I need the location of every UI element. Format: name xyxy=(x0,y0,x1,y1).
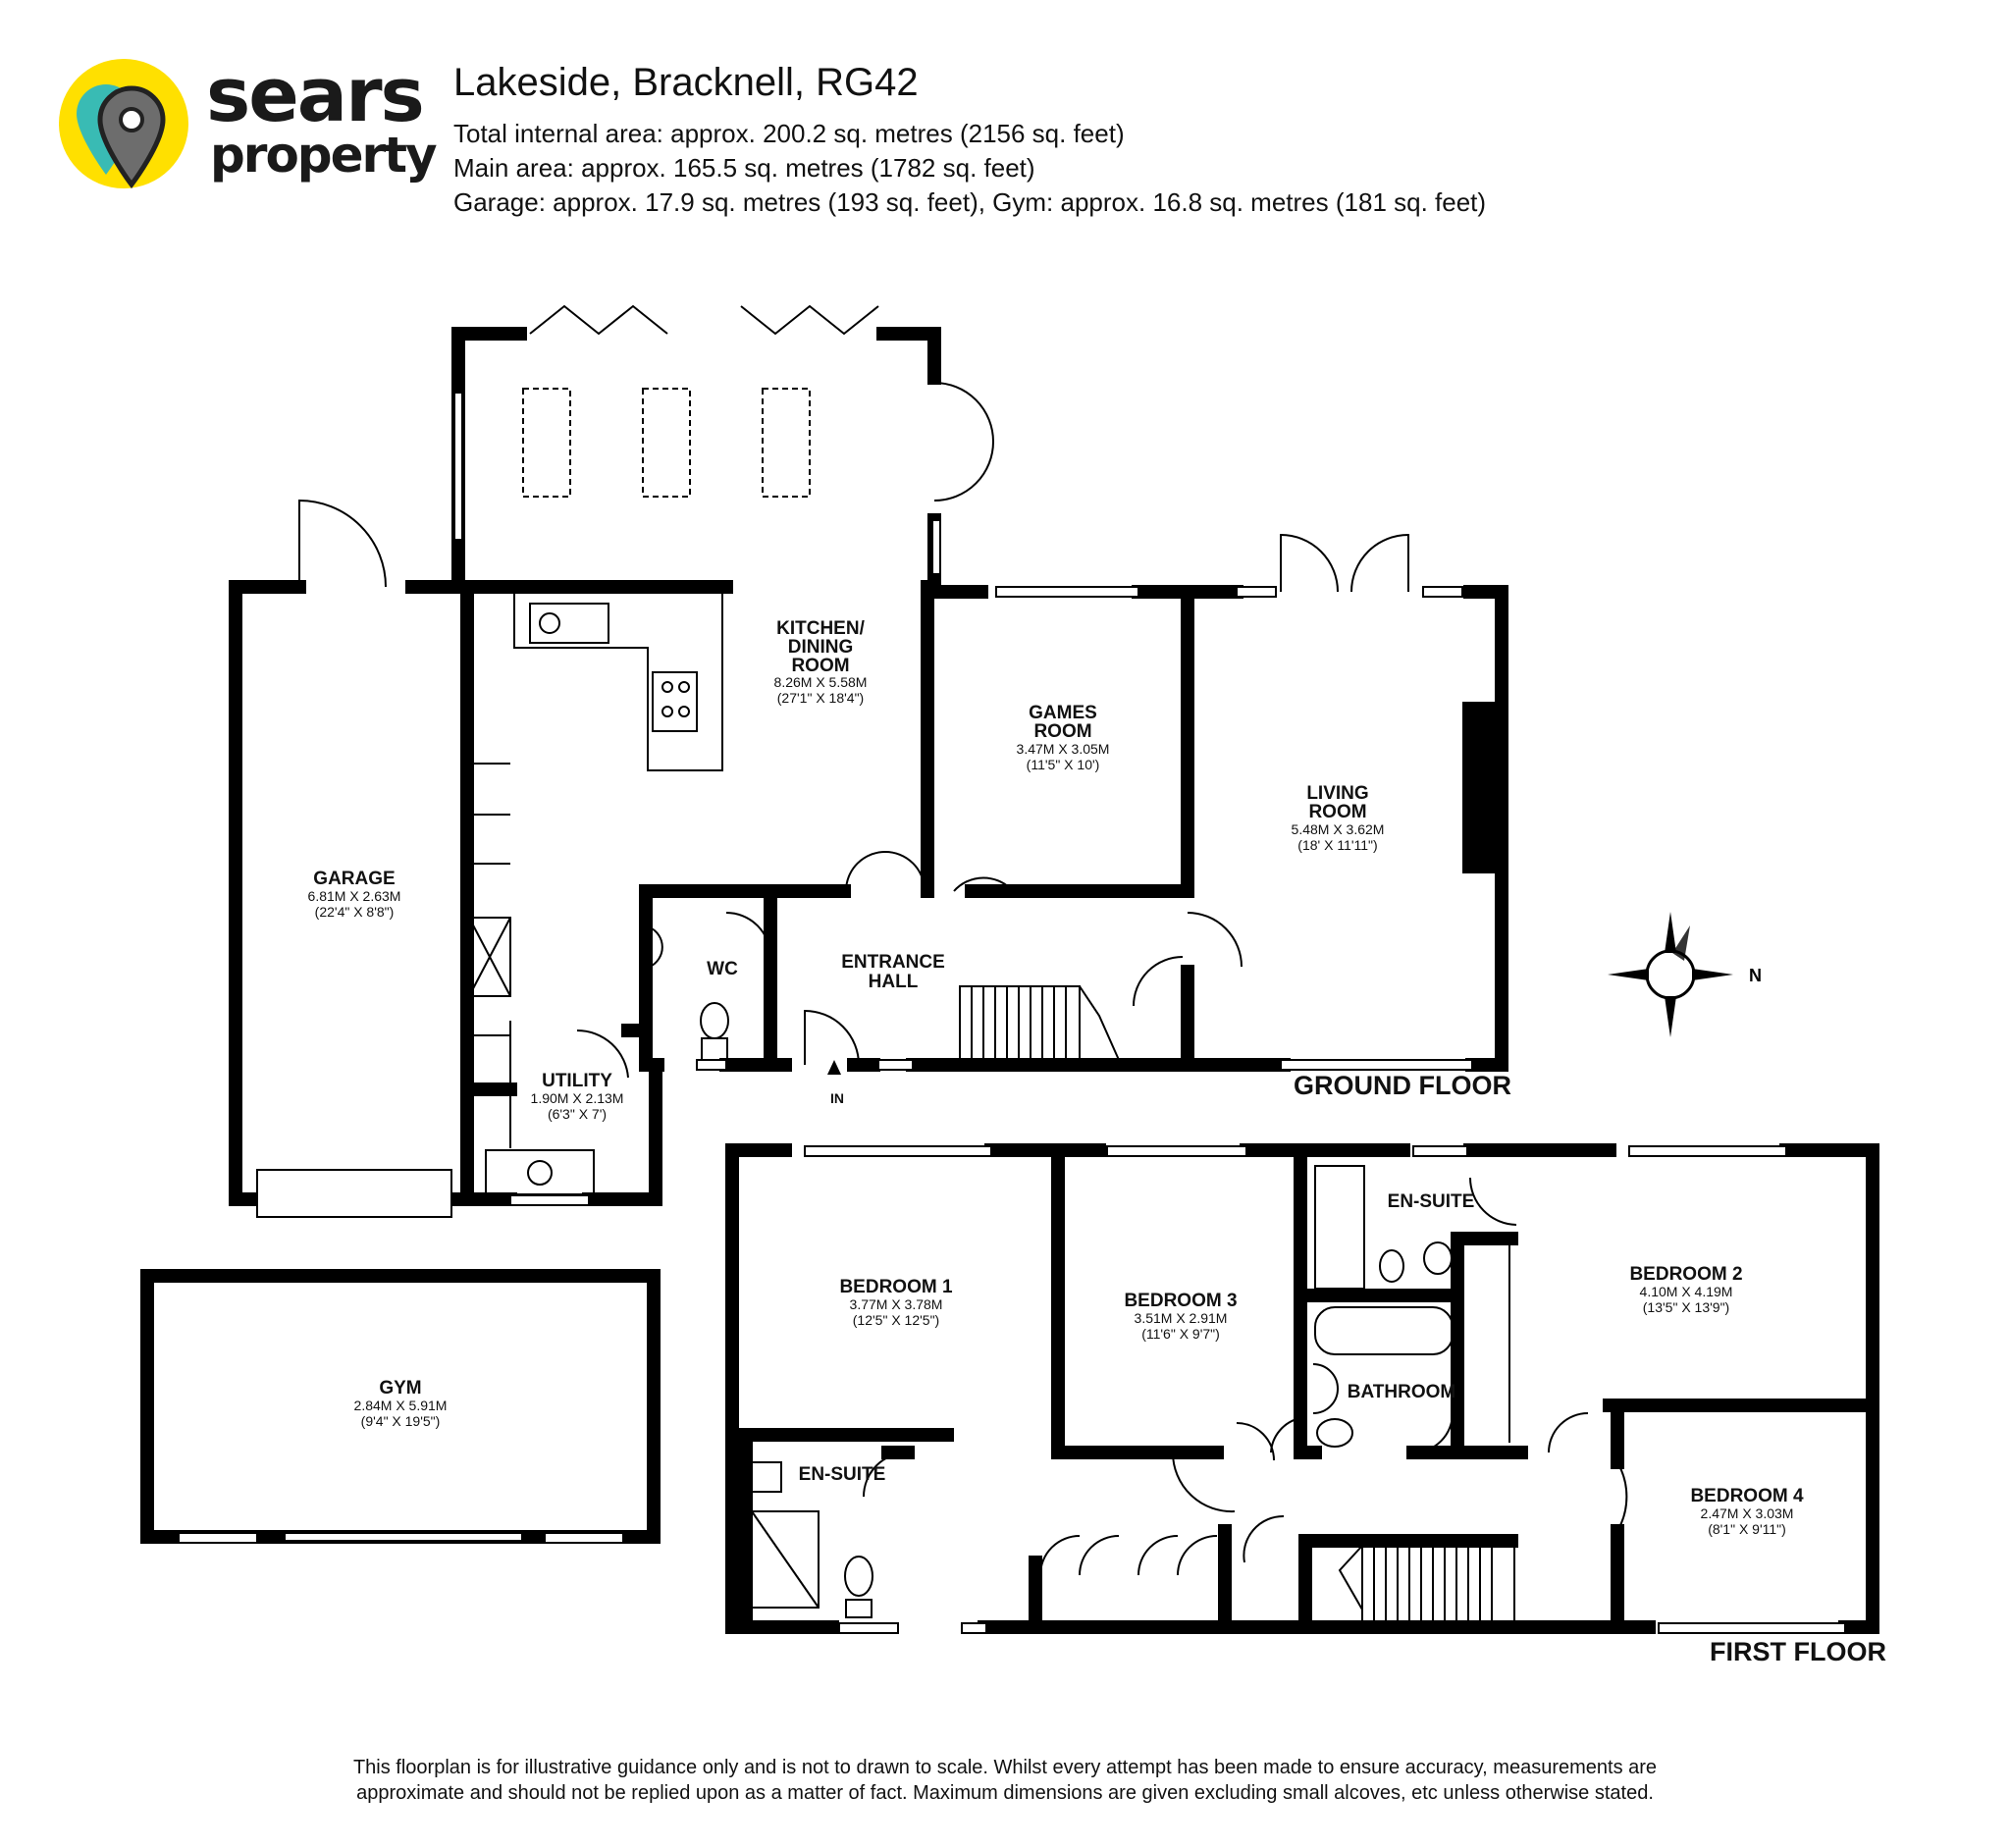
disclaimer-line-2: approximate and should not be replied upon as a matter of fact. Maximum dimensions are given excluding small alcoves, etc unless otherwise stated. xyxy=(356,1782,1654,1804)
brand-line2: property xyxy=(210,127,436,184)
kitchen-units xyxy=(467,389,810,1194)
bedroom4-name: BEDROOM 4 xyxy=(1690,1486,1804,1506)
hall-name-1: ENTRANCE xyxy=(841,952,945,973)
entry-label: IN xyxy=(830,1090,844,1106)
utility-name: UTILITY xyxy=(542,1071,612,1091)
gym-metric: 2.84M X 5.91M xyxy=(353,1398,448,1413)
hall-name-2: HALL xyxy=(868,972,919,992)
bedroom1-metric: 3.77M X 3.78M xyxy=(849,1296,943,1312)
bedroom2-name: BEDROOM 2 xyxy=(1629,1264,1743,1285)
kitchen-name-2: DINING xyxy=(787,637,854,658)
bedroom3-metric: 3.51M X 2.91M xyxy=(1134,1310,1228,1326)
games-metric: 3.47M X 3.05M xyxy=(1016,741,1110,757)
property-title: Lakeside, Bracknell, RG42 xyxy=(453,61,919,104)
bedroom4-imperial: (8'1" X 9'11") xyxy=(1708,1521,1786,1537)
compass-north-label: N xyxy=(1749,966,1762,985)
living-name-2: ROOM xyxy=(1308,802,1367,822)
garage-imperial: (22'4" X 8'8") xyxy=(314,904,395,920)
first-floor-label: FIRST FLOOR xyxy=(1710,1637,1886,1666)
area-total: Total internal area: approx. 200.2 sq. metres (2156 sq. feet) xyxy=(453,119,1125,148)
games-name-2: ROOM xyxy=(1033,721,1092,742)
wc-name: WC xyxy=(707,959,738,979)
bathroom-name: BATHROOM xyxy=(1347,1382,1456,1402)
kitchen-imperial: (27'1" X 18'4") xyxy=(776,690,865,706)
living-name-1: LIVING xyxy=(1306,783,1369,804)
living-metric: 5.48M X 3.62M xyxy=(1291,821,1385,837)
entry-arrow-icon xyxy=(827,1060,841,1075)
kitchen-name-1: KITCHEN/ xyxy=(776,618,865,639)
games-imperial: (11'5" X 10') xyxy=(1026,757,1100,772)
ground-floor-label: GROUND FLOOR xyxy=(1294,1071,1511,1100)
area-main: Main area: approx. 165.5 sq. metres (1782 sq. feet) xyxy=(453,153,1035,183)
walls xyxy=(147,334,1873,1627)
bedroom3-imperial: (11'6" X 9'7") xyxy=(1141,1326,1220,1342)
kitchen-metric: 8.26M X 5.58M xyxy=(773,674,868,690)
utility-imperial: (6'3" X 7') xyxy=(547,1106,608,1122)
garage-name: GARAGE xyxy=(313,869,396,889)
disclaimer xyxy=(0,1755,2010,1806)
windows xyxy=(179,393,1845,1633)
bedroom4-metric: 2.47M X 3.03M xyxy=(1700,1505,1794,1521)
bedroom2-imperial: (13'5" X 13'9") xyxy=(1642,1299,1730,1315)
utility-metric: 1.90M X 2.13M xyxy=(530,1090,624,1106)
compass-icon xyxy=(1608,912,1733,1037)
garage-metric: 6.81M X 2.63M xyxy=(307,888,401,904)
kitchen-name-3: ROOM xyxy=(791,656,850,676)
disclaimer-line-1: This floorplan is for illustrative guidance only and is not to drawn to scale. Whilst every attempt has been made to ensure accuracy, measurements are xyxy=(352,1757,1658,1778)
ensuite-b1-name: EN-SUITE xyxy=(798,1464,886,1485)
bedroom1-name: BEDROOM 1 xyxy=(839,1277,953,1297)
living-imperial: (18' X 11'11") xyxy=(1297,837,1378,853)
brand-line1: sears xyxy=(206,51,423,138)
bedroom2-metric: 4.10M X 4.19M xyxy=(1639,1284,1733,1299)
bedroom3-name: BEDROOM 3 xyxy=(1124,1291,1238,1311)
games-name-1: GAMES xyxy=(1029,703,1097,723)
bedroom1-imperial: (12'5" X 12'5") xyxy=(852,1312,940,1328)
ensuite-top-name: EN-SUITE xyxy=(1387,1191,1475,1212)
gym-imperial: (9'4" X 19'5") xyxy=(360,1413,441,1429)
door-swings xyxy=(299,501,1626,1575)
gym-name: GYM xyxy=(379,1378,422,1399)
chimney-breast xyxy=(1462,702,1497,873)
area-garage-gym: Garage: approx. 17.9 sq. metres (193 sq. feet), Gym: approx. 16.8 sq. metres (181 sq. feet) xyxy=(453,187,1487,217)
